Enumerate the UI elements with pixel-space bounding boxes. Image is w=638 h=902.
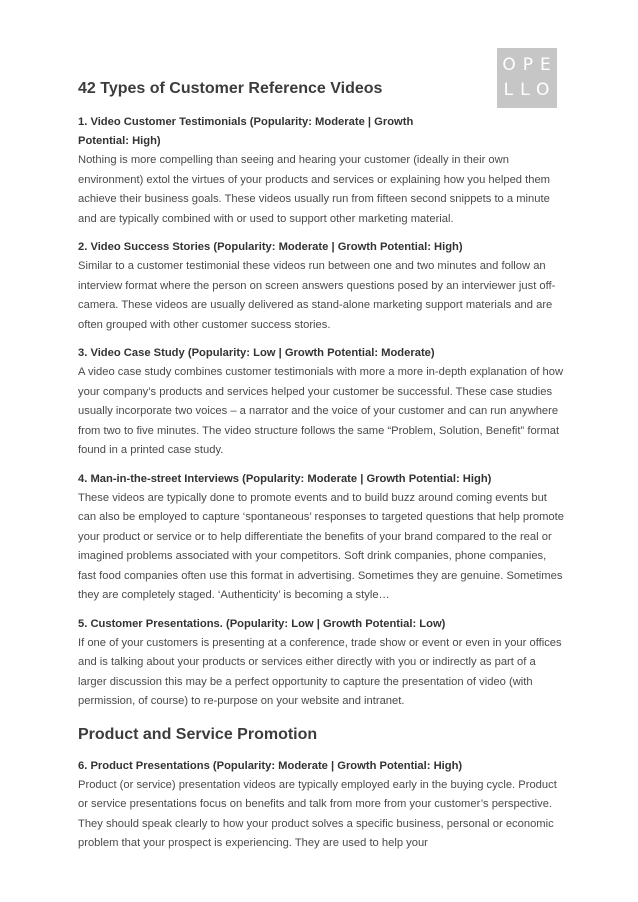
item-paragraph: A video case study combines customer testimonials with more a more in-depth explanation of how your company’s products and services helped your customer be successful. These case studies usually incorporate two voices – a narrator and the voice of your customer and can run anywhere from two to five minutes. The video structure follows the same “Problem, Solution, Benefit” format found in a printed case study. [78,366,564,456]
item-heading: 2. Video Success Stories (Popularity: Moderate | Growth Potential: High) [78,241,463,253]
item-paragraph: Product (or service) presentation videos are typically employed early in the buying cycle. Product or service presentations focus on benefits and talk from more from your customer’s perspective. They should speak clearly to how your product solves a specific business, personal or economic problem that your prospect is experiencing. They are used to help your [78,778,557,849]
item-paragraph: Nothing is more compelling than seeing and hearing your customer (ideally in their own environment) extol the virtues of your products and services or explaining how you helped them achieve their business goals. These videos usually run from fifteen second snippets to a minute and are typically combined with or used to support other marketing material. [78,154,550,225]
item-heading: 6. Product Presentations (Popularity: Moderate | Growth Potential: High) [78,759,463,772]
document-body [78,78,566,863]
list-item [78,615,566,712]
section-heading: Product and Service Promotion [78,725,318,743]
list-item [78,113,566,229]
item-heading: 5. Customer Presentations. (Popularity: Low | Growth Potential: Low) [78,617,446,630]
list-item [78,344,566,461]
list-item [78,238,566,335]
item-paragraph: If one of your customers is presenting at a conference, trade show or event or even in your offices and is talking about your products or services either directly with you or indirectly as part of a larger discussion this may be a perfect opportunity to capture the presentation of video (with permission, of course) to re-purpose on your website and intranet. [78,636,562,707]
item-paragraph: Similar to a customer testimonial these videos run between one and two minutes and follow an interview format where the person on screen answers questions posed by an interviewer just off-camera. These videos are usually delivered as stand-alone marketing support materials and are often grouped with other customer success stories. [78,260,556,331]
list-item [78,470,566,606]
logo-line-2: LLO [503,80,557,100]
item-paragraph: These videos are typically done to promote events and to build buzz around coming events but can also be employed to capture ‘spontaneous’ responses to targeted questions that help promote your product or service or to help differentiate the benefits of your brand compared to the real or imagined problems associated with your competitors. Soft drink companies, phone companies, fast food companies often use this format in advertising. Sometimes they are genuine. Sometimes they are completely staged. ‘Authenticity’ is becoming a style… [78,491,564,601]
item-heading: 4. Man-in-the-street Interviews (Popularity: Moderate | Growth Potential: High) [78,472,492,485]
list-item [78,757,566,854]
logo-line-1: OPE [502,55,558,75]
page-title: 42 Types of Customer Reference Videos [78,80,383,97]
item-heading: 1. Video Customer Testimonials (Popularity: Moderate | Growth Potential: High) [78,116,414,147]
item-heading: 3. Video Case Study (Popularity: Low | Growth Potential: Moderate) [78,347,435,359]
